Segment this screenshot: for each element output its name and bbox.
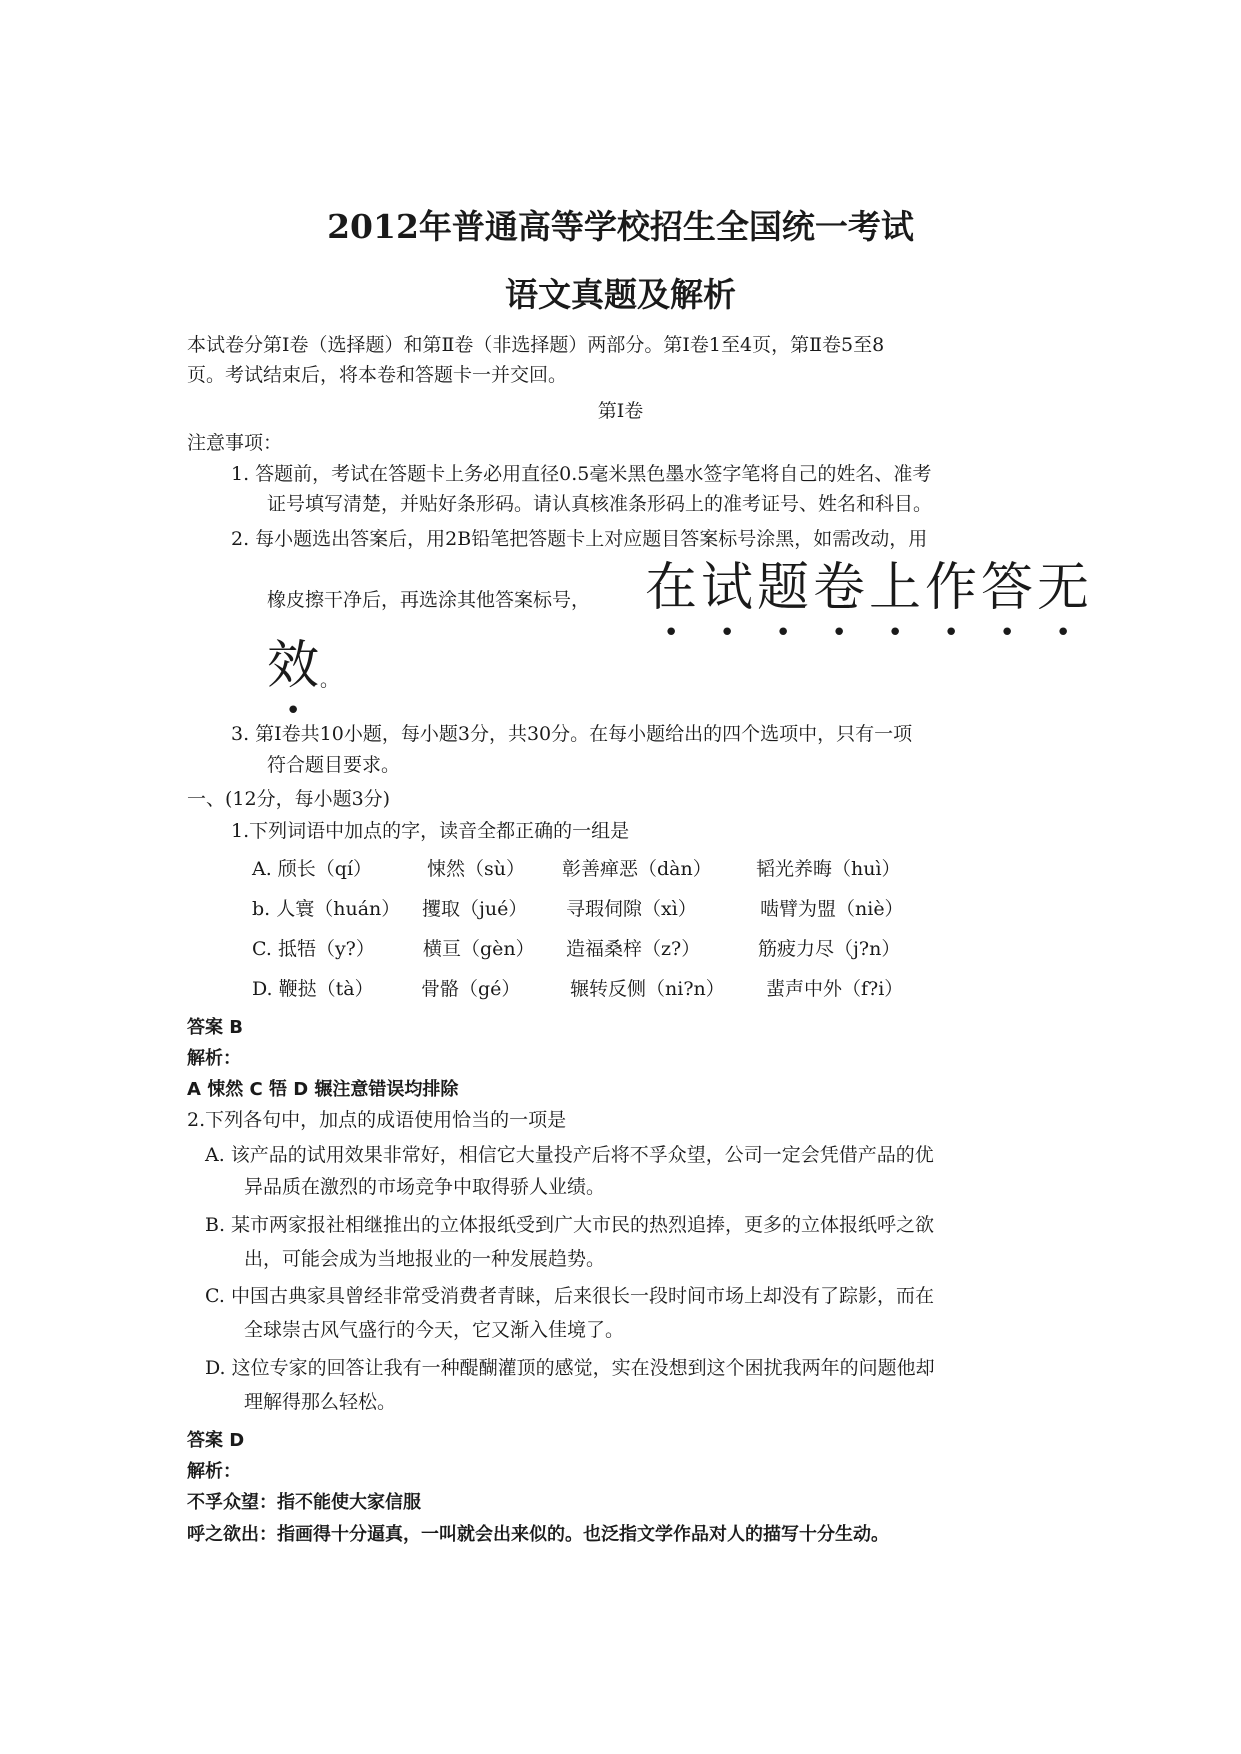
q2-d-line-1: D. 这位专家的回答让我有一种醍醐灌顶的感觉，实在没想到这个困扰我两年的问题他却 xyxy=(205,1357,935,1379)
q2-d-line-2: 理解得那么轻松。 xyxy=(244,1391,397,1413)
q1-b-2: 攫取（jué） xyxy=(422,898,528,920)
note-1-line-1: 1. 答题前，考试在答题卡上务必用直径0.5毫米黑色墨水签字笔将自己的姓名、准考 xyxy=(231,463,932,485)
q1-a-1: A. 颀长（qí） xyxy=(252,858,373,880)
page-title: 2012年普通高等学校招生全国统一考试 xyxy=(327,207,914,246)
q2-analysis-label: 解析： xyxy=(187,1461,241,1482)
q2-c-line-2: 全球崇古风气盛行的今天，它又渐入佳境了。 xyxy=(244,1319,625,1341)
note-2-emphasis-end: 效 xyxy=(267,636,324,696)
q1-c-2: 横亘（gèn） xyxy=(423,938,535,960)
q1-c-3: 造福桑梓（z?） xyxy=(566,938,701,960)
note-2-emphasis: 在试题卷上作答无 xyxy=(645,558,1094,618)
q2-b-line-1: B. 某市两家报社相继推出的立体报纸受到广大市民的热烈追捧，更多的立体报纸呼之欲 xyxy=(205,1214,935,1236)
q1-d-2: 骨骼（gé） xyxy=(421,978,521,1000)
q1-b-4: 啮臂为盟（niè） xyxy=(760,898,904,920)
note-2-line-1: 2. 每小题选出答案后，用2B铅笔把答题卡上对应题目答案标号涂黑，如需改动，用 xyxy=(231,528,928,550)
q1-a-3: 彰善瘅恶（dàn） xyxy=(562,858,712,880)
intro-line-2: 页。考试结束后，将本卷和答题卡一并交回。 xyxy=(187,364,568,386)
q2-a-line-2: 异品质在激烈的市场竞争中取得骄人业绩。 xyxy=(244,1176,606,1198)
q1-answer: 答案 B xyxy=(187,1017,243,1038)
note-2-period: 。 xyxy=(320,669,340,691)
q2-analysis-2: 呼之欲出：指画得十分逼真，一叫就会出来似的。也泛指文学作品对人的描写十分生动。 xyxy=(187,1524,889,1545)
notes-heading: 注意事项： xyxy=(187,432,283,454)
q1-b-1: b. 人寰（huán） xyxy=(252,898,401,920)
note-3-line-1: 3. 第Ⅰ卷共10小题，每小题3分，共30分。在每小题给出的四个选项中，只有一项 xyxy=(231,723,913,745)
q1-c-4: 筋疲力尽（j?n） xyxy=(758,938,901,960)
q1-analysis-label: 解析： xyxy=(187,1048,241,1069)
q2-b-line-2: 出，可能会成为当地报业的一种发展趋势。 xyxy=(244,1248,606,1270)
note-3-line-2: 符合题目要求。 xyxy=(267,754,401,776)
q1-d-4: 蜚声中外（f?i） xyxy=(766,978,904,1000)
q1-a-4: 韬光养晦（huì） xyxy=(756,858,901,880)
q1-c-1: C. 抵牾（y?） xyxy=(252,938,375,960)
q1-analysis: A 悚然 C 牾 D 辗注意错误均排除 xyxy=(187,1079,459,1100)
section-heading: 第Ⅰ卷 xyxy=(597,400,644,422)
q2-analysis-1: 不孚众望：指不能使大家信服 xyxy=(187,1492,421,1513)
q1-b-3: 寻瑕伺隙（xì） xyxy=(566,898,697,920)
q1-a-2: 悚然（sù） xyxy=(427,858,525,880)
q1-d-1: D. 鞭挞（tà） xyxy=(252,978,374,1000)
page-subtitle: 语文真题及解析 xyxy=(505,275,736,314)
note-2-line-2-small: 橡皮擦干净后，再选涂其他答案标号， xyxy=(267,589,591,611)
q1-d-3: 辗转反侧（ni?n） xyxy=(570,978,725,1000)
q1-stem: 1.下列词语中加点的字，读音全都正确的一组是 xyxy=(231,820,630,842)
q2-answer: 答案 D xyxy=(187,1430,245,1451)
q2-stem: 2.下列各句中，加点的成语使用恰当的一项是 xyxy=(187,1109,567,1131)
note-1-line-2: 证号填写清楚，并贴好条形码。请认真核准条形码上的准考证号、姓名和科目。 xyxy=(267,493,933,515)
q2-a-line-1: A. 该产品的试用效果非常好，相信它大量投产后将不孚众望，公司一定会凭借产品的优 xyxy=(205,1144,934,1166)
q2-c-line-1: C. 中国古典家具曾经非常受消费者青睐，后来很长一段时间市场上却没有了踪影，而在 xyxy=(205,1285,934,1307)
part-one-heading: 一、(12分，每小题3分) xyxy=(187,788,391,810)
intro-line-1: 本试卷分第Ⅰ卷（选择题）和第Ⅱ卷（非选择题）两部分。第Ⅰ卷1至4页，第Ⅱ卷5至8 xyxy=(187,334,885,356)
